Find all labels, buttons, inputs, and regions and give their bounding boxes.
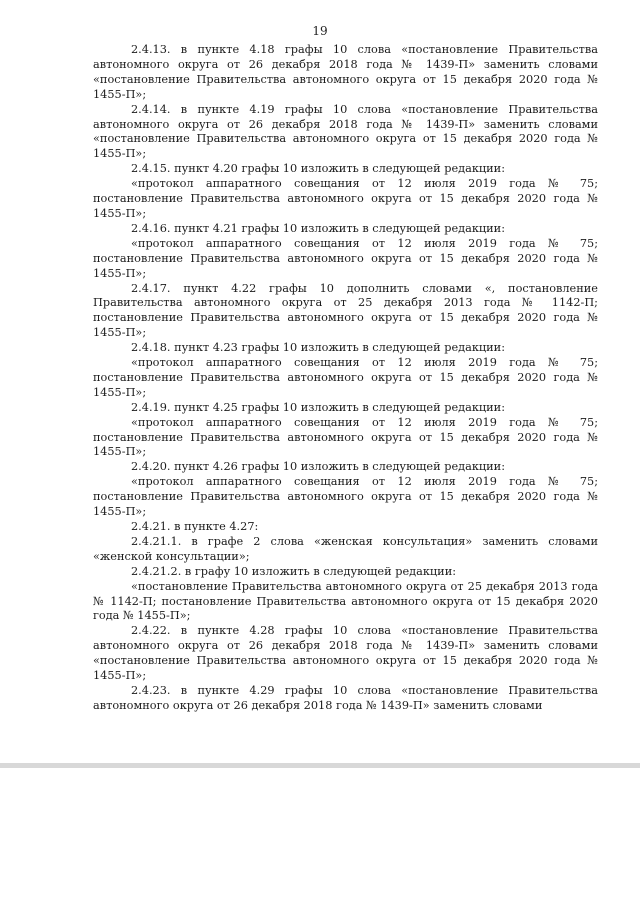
- paragraph-2-4-22: 2.4.22. в пункте 4.28 графы 10 слова «постановление Правительства автономного округа от 26 декабря 2018 года № 1439-П» заменить словами «постановление Правительства автономного округа от 15 декабря 2020 года № 1455-П»;: [93, 624, 598, 683]
- paragraph-2-4-18-text: «протокол аппаратного совещания от 12 июля 2019 года № 75; постановление Правительства автономного округа от 15 декабря 2020 года № 1455-П»;: [93, 356, 598, 399]
- page-bottom-edge: [0, 763, 640, 768]
- paragraph-2-4-16: 2.4.16. пункт 4.21 графы 10 изложить в следующей редакции:: [131, 221, 506, 235]
- paragraph-2-4-21: 2.4.21. в пункте 4.27:: [131, 520, 259, 533]
- paragraph-2-4-19: 2.4.19. пункт 4.25 графы 10 изложить в следующей редакции:: [131, 400, 506, 414]
- paragraph-2-4-23: 2.4.23. в пункте 4.29 графы 10 слова «постановление Правительства автономного округа от 26 декабря 2018 года № 1439-П» заменить словами: [93, 683, 598, 712]
- paragraph-2-4-21-2-text: «постановление Правительства автономного округа от 25 декабря 2013 года № 1142-П; постановление Правительства автономного округа от 15 декабря 2020 года № 1455-П»;: [93, 579, 598, 623]
- paragraph-2-4-19-text: «протокол аппаратного совещания от 12 июля 2019 года № 75; постановление Правительства автономного округа от 15 декабря 2020 года № 1455-П»;: [93, 415, 598, 459]
- paragraph-2-4-20: 2.4.20. пункт 4.26 графы 10 изложить в следующей редакции:: [131, 460, 506, 474]
- paragraph-2-4-21-2: 2.4.21.2. в графу 10 изложить в следующей редакции:: [131, 564, 457, 578]
- paragraph-2-4-21-1: 2.4.21.1. в графе 2 слова «женская консультация» заменить словами «женской консультации»;: [93, 534, 598, 563]
- paragraph-2-4-17: 2.4.17. пункт 4.22 графы 10 дополнить словами «, постановление Правительства автономного округа от 25 декабря 2013 года № 1142-П; постановление Правительства автономного округа от 15 декабря 2020 года № 1455-П»;: [93, 281, 598, 340]
- paragraph-2-4-20-text: «протокол аппаратного совещания от 12 июля 2019 года № 75; постановление Правительства автономного округа от 15 декабря 2020 года № 1455-П»;: [93, 475, 598, 519]
- document-body: [93, 43, 598, 714]
- paragraph-2-4-18: 2.4.18. пункт 4.23 графы 10 изложить в следующей редакции:: [131, 341, 506, 355]
- page-number: 19: [312, 24, 328, 38]
- paragraph-2-4-15: 2.4.15. пункт 4.20 графы 10 изложить в следующей редакции:: [131, 162, 506, 176]
- paragraph-2-4-16-text: «протокол аппаратного совещания от 12 июля 2019 года № 75; постановление Правительства автономного округа от 15 декабря 2020 года № 1455-П»;: [93, 236, 598, 280]
- paragraph-2-4-13: 2.4.13. в пункте 4.18 графы 10 слова «постановление Правительства автономного округа от 26 декабря 2018 года № 1439-П» заменить словами «постановление Правительства автономного округа от 15 декабря 2020 года № 1455-П»;: [93, 43, 598, 101]
- paragraph-2-4-15-text: «протокол аппаратного совещания от 12 июля 2019 года № 75; постановление Правительства автономного округа от 15 декабря 2020 года № 1455-П»;: [93, 177, 598, 220]
- paragraph-2-4-14: 2.4.14. в пункте 4.19 графы 10 слова «постановление Правительства автономного округа от 26 декабря 2018 года № 1439-П» заменить словами «постановление Правительства автономного округа от 15 декабря 2020 года № 1455-П»;: [93, 102, 598, 161]
